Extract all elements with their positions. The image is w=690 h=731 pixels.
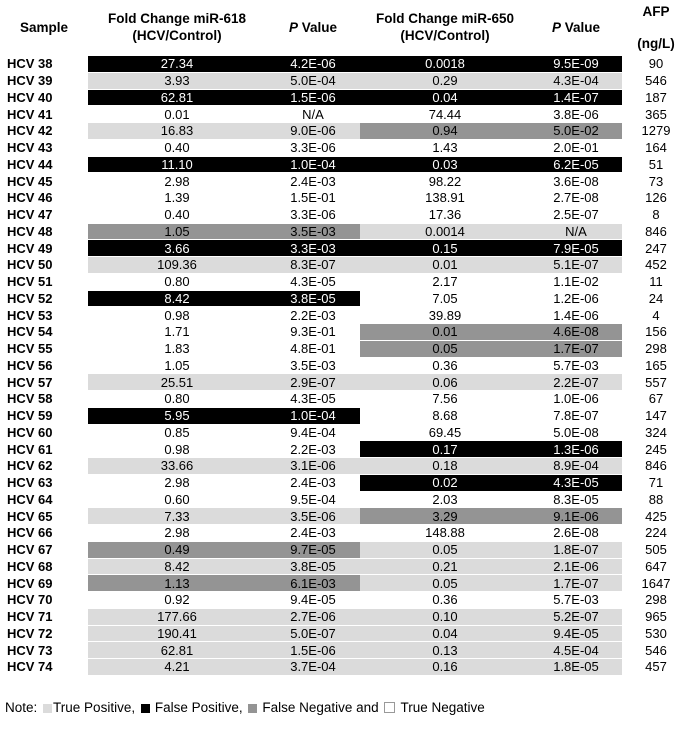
cell-p-value-mir618: 9.4E-05: [266, 592, 360, 608]
cell-afp: 846: [645, 223, 667, 239]
header-sample-label: Sample: [19, 19, 69, 35]
cell-fold-change-mir618: 1.39: [88, 190, 266, 206]
cell-p-value-mir650: 3.8E-06: [530, 106, 622, 122]
table-row: [0, 324, 690, 341]
cell-afp: 8: [652, 207, 660, 223]
cell-fold-change-mir650: 0.29: [360, 73, 530, 89]
cell-sample: HCV 70: [7, 592, 53, 608]
cell-afp: 457: [645, 659, 667, 675]
cell-sample: HCV 55: [7, 341, 53, 357]
cell-afp: 965: [645, 609, 667, 625]
cell-fold-change-mir650: 7.05: [360, 291, 530, 307]
table-row: [0, 441, 690, 458]
table-row: [0, 408, 690, 425]
cell-fold-change-mir618: 1.05: [88, 224, 266, 240]
cell-fold-change-mir650: 0.0018: [360, 56, 530, 72]
table-body: [0, 56, 690, 676]
table-row: [0, 274, 690, 291]
cell-fold-change-mir650: 1.43: [360, 140, 530, 156]
cell-afp: 298: [645, 341, 667, 357]
cell-fold-change-mir650: 0.0014: [360, 224, 530, 240]
note-legend: [5, 700, 485, 715]
cell-sample: HCV 38: [7, 56, 53, 72]
cell-fold-change-mir618: 1.83: [88, 341, 266, 357]
cell-p-value-mir650: 3.6E-08: [530, 173, 622, 189]
cell-p-value-mir618: 1.0E-04: [266, 408, 360, 424]
cell-p-value-mir650: 1.4E-07: [530, 90, 622, 106]
cell-afp: 247: [645, 240, 667, 256]
table-row: [0, 173, 690, 190]
cell-afp: 546: [645, 73, 667, 89]
cell-p-value-mir650: 5.0E-08: [530, 425, 622, 441]
cell-sample: HCV 58: [7, 391, 53, 407]
cell-p-value-mir650: 1.4E-06: [530, 307, 622, 323]
table-row: [0, 626, 690, 643]
table-row: [0, 73, 690, 90]
cell-afp: 156: [645, 324, 667, 340]
cell-fold-change-mir650: 0.06: [360, 374, 530, 390]
cell-p-value-mir618: 1.5E-06: [266, 90, 360, 106]
cell-sample: HCV 41: [7, 106, 53, 122]
cell-fold-change-mir618: 0.80: [88, 274, 266, 290]
cell-fold-change-mir650: 0.05: [360, 575, 530, 591]
cell-p-value-mir650: 9.4E-05: [530, 626, 622, 642]
cell-fold-change-mir650: 0.17: [360, 441, 530, 457]
cell-fold-change-mir618: 0.85: [88, 425, 266, 441]
cell-afp: 647: [645, 558, 667, 574]
cell-p-value-mir650: 7.9E-05: [530, 240, 622, 256]
cell-sample: HCV 53: [7, 307, 53, 323]
cell-p-value-mir650: 2.0E-01: [530, 140, 622, 156]
cell-fold-change-mir618: 0.98: [88, 307, 266, 323]
cell-afp: 71: [648, 475, 664, 491]
cell-sample: HCV 71: [7, 609, 53, 625]
cell-sample: HCV 50: [7, 257, 53, 273]
cell-p-value-mir618: 3.3E-06: [266, 207, 360, 223]
legend-square-true-negative: [384, 702, 395, 713]
cell-p-value-mir618: 3.5E-06: [266, 508, 360, 524]
cell-p-value-mir650: 1.8E-05: [530, 659, 622, 675]
cell-fold-change-mir618: 1.05: [88, 358, 266, 374]
cell-p-value-mir650: 1.2E-06: [530, 291, 622, 307]
cell-fold-change-mir650: 0.03: [360, 157, 530, 173]
cell-sample: HCV 47: [7, 207, 53, 223]
cell-fold-change-mir650: 0.16: [360, 659, 530, 675]
table-row: [0, 475, 690, 492]
table-row: [0, 575, 690, 592]
cell-fold-change-mir650: 0.02: [360, 475, 530, 491]
legend-square-false-negative: [248, 704, 257, 713]
cell-sample: HCV 57: [7, 374, 53, 390]
cell-fold-change-mir618: 177.66: [88, 609, 266, 625]
cell-sample: HCV 39: [7, 73, 53, 89]
cell-p-value-mir650: 5.2E-07: [530, 609, 622, 625]
cell-sample: HCV 69: [7, 575, 53, 591]
cell-fold-change-mir618: 0.92: [88, 592, 266, 608]
header-afp: AFP (ng/L): [637, 4, 675, 52]
cell-p-value-mir618: 3.1E-06: [266, 458, 360, 474]
cell-p-value-mir650: 9.1E-06: [530, 508, 622, 524]
cell-p-value-mir618: 5.0E-04: [266, 73, 360, 89]
cell-p-value-mir618: 3.5E-03: [266, 358, 360, 374]
table-row: [0, 559, 690, 576]
table-row: [0, 425, 690, 442]
cell-fold-change-mir618: 4.21: [88, 659, 266, 675]
cell-fold-change-mir618: 0.98: [88, 441, 266, 457]
cell-p-value-mir618: 4.3E-05: [266, 391, 360, 407]
cell-fold-change-mir650: 0.36: [360, 592, 530, 608]
cell-p-value-mir618: 2.4E-03: [266, 475, 360, 491]
table-row: [0, 374, 690, 391]
cell-sample: HCV 65: [7, 508, 53, 524]
cell-p-value-mir618: 3.8E-05: [266, 559, 360, 575]
cell-afp: 164: [645, 140, 667, 156]
table-row: [0, 642, 690, 659]
legend-label-true-negative: True Negative: [400, 700, 485, 715]
table-row: [0, 291, 690, 308]
header-p-value-mir618: P Value: [288, 19, 338, 35]
cell-fold-change-mir650: 0.15: [360, 240, 530, 256]
cell-p-value-mir650: 9.5E-09: [530, 56, 622, 72]
cell-sample: HCV 49: [7, 240, 53, 256]
cell-fold-change-mir650: 98.22: [360, 173, 530, 189]
cell-fold-change-mir618: 11.10: [88, 157, 266, 173]
cell-sample: HCV 52: [7, 290, 53, 306]
cell-afp: 365: [645, 106, 667, 122]
cell-fold-change-mir618: 1.13: [88, 575, 266, 591]
table-row: [0, 56, 690, 73]
cell-p-value-mir650: 8.9E-04: [530, 458, 622, 474]
table-row: [0, 525, 690, 542]
table-row: [0, 106, 690, 123]
cell-p-value-mir618: 5.0E-07: [266, 626, 360, 642]
legend-square-true-positive: [43, 704, 52, 713]
cell-sample: HCV 66: [7, 525, 53, 541]
cell-p-value-mir618: 2.2E-03: [266, 441, 360, 457]
table-row: [0, 224, 690, 241]
cell-p-value-mir650: 4.3E-05: [530, 475, 622, 491]
cell-fold-change-mir618: 5.95: [88, 408, 266, 424]
cell-p-value-mir650: 4.5E-04: [530, 642, 622, 658]
cell-p-value-mir650: 2.6E-08: [530, 525, 622, 541]
cell-p-value-mir618: 6.1E-03: [266, 575, 360, 591]
cell-afp: 1279: [641, 123, 671, 139]
cell-fold-change-mir650: 138.91: [360, 190, 530, 206]
cell-p-value-mir618: 3.7E-04: [266, 659, 360, 675]
cell-p-value-mir618: 9.5E-04: [266, 492, 360, 508]
cell-fold-change-mir618: 27.34: [88, 56, 266, 72]
cell-p-value-mir650: 5.1E-07: [530, 257, 622, 273]
cell-p-value-mir650: 4.3E-04: [530, 73, 622, 89]
cell-sample: HCV 64: [7, 491, 53, 507]
cell-fold-change-mir618: 0.01: [88, 106, 266, 122]
cell-sample: HCV 62: [7, 458, 53, 474]
header-fold-change-mir650: Fold Change miR-650 (HCV/Control): [375, 11, 515, 43]
cell-sample: HCV 68: [7, 558, 53, 574]
cell-fold-change-mir650: 17.36: [360, 207, 530, 223]
cell-afp: 187: [645, 89, 667, 105]
cell-p-value-mir618: 1.0E-04: [266, 157, 360, 173]
cell-afp: 557: [645, 374, 667, 390]
cell-sample: HCV 56: [7, 357, 53, 373]
cell-sample: HCV 40: [7, 89, 53, 105]
cell-fold-change-mir618: 62.81: [88, 90, 266, 106]
cell-fold-change-mir618: 7.33: [88, 508, 266, 524]
table-row: [0, 123, 690, 140]
cell-afp: 126: [645, 190, 667, 206]
cell-fold-change-mir650: 0.05: [360, 542, 530, 558]
cell-fold-change-mir618: 0.49: [88, 542, 266, 558]
table-row: [0, 307, 690, 324]
cell-afp: 1647: [641, 575, 671, 591]
table-row: [0, 358, 690, 375]
cell-p-value-mir650: N/A: [530, 224, 622, 240]
cell-fold-change-mir650: 0.01: [360, 324, 530, 340]
cell-p-value-mir618: 9.0E-06: [266, 123, 360, 139]
table-row: [0, 609, 690, 626]
cell-sample: HCV 51: [7, 274, 53, 290]
cell-p-value-mir618: 9.4E-04: [266, 425, 360, 441]
cell-afp: 846: [645, 458, 667, 474]
cell-fold-change-mir650: 0.94: [360, 123, 530, 139]
cell-fold-change-mir618: 25.51: [88, 374, 266, 390]
table-row: [0, 257, 690, 274]
cell-sample: HCV 43: [7, 140, 53, 156]
cell-p-value-mir618: 2.4E-03: [266, 525, 360, 541]
cell-fold-change-mir650: 7.56: [360, 391, 530, 407]
table-row: [0, 592, 690, 609]
cell-afp: 51: [648, 156, 664, 172]
cell-fold-change-mir618: 2.98: [88, 475, 266, 491]
cell-p-value-mir618: 9.7E-05: [266, 542, 360, 558]
cell-fold-change-mir618: 8.42: [88, 291, 266, 307]
table-row: [0, 140, 690, 157]
cell-fold-change-mir618: 2.98: [88, 173, 266, 189]
cell-fold-change-mir650: 0.21: [360, 559, 530, 575]
cell-fold-change-mir650: 0.10: [360, 609, 530, 625]
cell-p-value-mir650: 1.7E-07: [530, 575, 622, 591]
cell-fold-change-mir650: 0.01: [360, 257, 530, 273]
cell-afp: 73: [648, 173, 664, 189]
cell-afp: 11: [649, 274, 663, 290]
cell-fold-change-mir650: 0.18: [360, 458, 530, 474]
cell-fold-change-mir650: 74.44: [360, 106, 530, 122]
cell-p-value-mir650: 1.7E-07: [530, 341, 622, 357]
table-row: [0, 542, 690, 559]
cell-sample: HCV 67: [7, 542, 53, 558]
cell-p-value-mir650: 1.8E-07: [530, 542, 622, 558]
cell-p-value-mir618: 2.9E-07: [266, 374, 360, 390]
table-row: [0, 157, 690, 174]
cell-afp: 88: [648, 491, 664, 507]
cell-afp: 505: [645, 542, 667, 558]
cell-p-value-mir618: 1.5E-06: [266, 642, 360, 658]
cell-afp: 90: [648, 56, 664, 72]
table-row: [0, 458, 690, 475]
cell-p-value-mir650: 2.1E-06: [530, 559, 622, 575]
cell-fold-change-mir618: 33.66: [88, 458, 266, 474]
cell-sample: HCV 63: [7, 475, 53, 491]
cell-afp: 165: [645, 357, 667, 373]
table-row: [0, 508, 690, 525]
cell-fold-change-mir618: 190.41: [88, 626, 266, 642]
cell-p-value-mir618: 4.3E-05: [266, 274, 360, 290]
cell-p-value-mir618: 3.3E-03: [266, 240, 360, 256]
cell-fold-change-mir618: 0.60: [88, 492, 266, 508]
note-prefix: Note:: [5, 700, 38, 715]
cell-afp: 324: [645, 424, 667, 440]
table-header: [0, 0, 690, 56]
cell-fold-change-mir650: 0.04: [360, 626, 530, 642]
cell-sample: HCV 48: [7, 223, 53, 239]
cell-fold-change-mir650: 0.05: [360, 341, 530, 357]
cell-afp: 298: [645, 592, 667, 608]
cell-p-value-mir618: 2.4E-03: [266, 173, 360, 189]
cell-afp: 24: [648, 290, 664, 306]
table-row: [0, 492, 690, 509]
header-fold-change-mir618: Fold Change miR-618 (HCV/Control): [107, 11, 247, 43]
cell-fold-change-mir618: 3.66: [88, 240, 266, 256]
cell-fold-change-mir650: 0.13: [360, 642, 530, 658]
cell-sample: HCV 61: [7, 441, 53, 457]
cell-afp: 4: [652, 307, 660, 323]
cell-fold-change-mir618: 8.42: [88, 559, 266, 575]
table-row: [0, 341, 690, 358]
cell-p-value-mir650: 7.8E-07: [530, 408, 622, 424]
cell-fold-change-mir618: 62.81: [88, 642, 266, 658]
cell-afp: 530: [645, 625, 667, 641]
cell-sample: HCV 59: [7, 408, 53, 424]
legend-label-false-positive: False Positive,: [154, 700, 247, 715]
cell-afp: 224: [645, 525, 667, 541]
cell-fold-change-mir650: 0.36: [360, 358, 530, 374]
cell-p-value-mir618: 3.8E-05: [266, 291, 360, 307]
cell-p-value-mir618: N/A: [266, 106, 360, 122]
cell-p-value-mir618: 9.3E-01: [266, 324, 360, 340]
cell-afp: 147: [645, 408, 667, 424]
cell-p-value-mir650: 1.1E-02: [530, 274, 622, 290]
cell-p-value-mir618: 2.2E-03: [266, 307, 360, 323]
cell-afp: 67: [648, 391, 664, 407]
cell-p-value-mir650: 5.7E-03: [530, 358, 622, 374]
cell-fold-change-mir650: 3.29: [360, 508, 530, 524]
cell-fold-change-mir650: 2.03: [360, 492, 530, 508]
cell-fold-change-mir618: 2.98: [88, 525, 266, 541]
cell-sample: HCV 44: [7, 156, 53, 172]
table-row: [0, 190, 690, 207]
cell-p-value-mir650: 2.2E-07: [530, 374, 622, 390]
cell-fold-change-mir618: 0.40: [88, 140, 266, 156]
cell-fold-change-mir618: 1.71: [88, 324, 266, 340]
cell-fold-change-mir618: 3.93: [88, 73, 266, 89]
cell-p-value-mir650: 1.3E-06: [530, 441, 622, 457]
cell-p-value-mir650: 5.7E-03: [530, 592, 622, 608]
cell-sample: HCV 74: [7, 659, 53, 675]
cell-p-value-mir650: 5.0E-02: [530, 123, 622, 139]
cell-fold-change-mir650: 148.88: [360, 525, 530, 541]
table-row: [0, 240, 690, 257]
cell-afp: 452: [645, 257, 667, 273]
cell-p-value-mir618: 4.8E-01: [266, 341, 360, 357]
cell-sample: HCV 46: [7, 190, 53, 206]
cell-fold-change-mir618: 0.40: [88, 207, 266, 223]
legend-label-false-negative: False Negative and: [262, 700, 383, 715]
cell-sample: HCV 45: [7, 173, 53, 189]
cell-p-value-mir650: 2.5E-07: [530, 207, 622, 223]
cell-p-value-mir650: 2.7E-08: [530, 190, 622, 206]
cell-fold-change-mir618: 0.80: [88, 391, 266, 407]
cell-p-value-mir618: 1.5E-01: [266, 190, 360, 206]
legend-label-true-positive: True Positive,: [53, 700, 139, 715]
cell-fold-change-mir650: 2.17: [360, 274, 530, 290]
cell-p-value-mir618: 2.7E-06: [266, 609, 360, 625]
cell-p-value-mir618: 4.2E-06: [266, 56, 360, 72]
table-row: [0, 391, 690, 408]
cell-p-value-mir650: 8.3E-05: [530, 492, 622, 508]
cell-afp: 546: [645, 642, 667, 658]
cell-fold-change-mir618: 109.36: [88, 257, 266, 273]
cell-fold-change-mir650: 39.89: [360, 307, 530, 323]
cell-sample: HCV 60: [7, 424, 53, 440]
table-row: [0, 90, 690, 107]
cell-p-value-mir618: 3.5E-03: [266, 224, 360, 240]
cell-p-value-mir650: 1.0E-06: [530, 391, 622, 407]
cell-fold-change-mir650: 69.45: [360, 425, 530, 441]
cell-fold-change-mir618: 16.83: [88, 123, 266, 139]
cell-sample: HCV 54: [7, 324, 53, 340]
cell-p-value-mir650: 4.6E-08: [530, 324, 622, 340]
table-row: [0, 659, 690, 676]
cell-sample: HCV 72: [7, 625, 53, 641]
cell-p-value-mir650: 6.2E-05: [530, 157, 622, 173]
cell-fold-change-mir650: 8.68: [360, 408, 530, 424]
cell-sample: HCV 73: [7, 642, 53, 658]
header-sample: [0, 0, 88, 56]
cell-p-value-mir618: 3.3E-06: [266, 140, 360, 156]
legend-square-false-positive: [141, 704, 150, 713]
cell-afp: 245: [645, 441, 667, 457]
cell-fold-change-mir650: 0.04: [360, 90, 530, 106]
cell-p-value-mir618: 8.3E-07: [266, 257, 360, 273]
header-p-value-mir650: P Value: [551, 19, 601, 35]
cell-sample: HCV 42: [7, 123, 53, 139]
table-row: [0, 207, 690, 224]
cell-afp: 425: [645, 508, 667, 524]
